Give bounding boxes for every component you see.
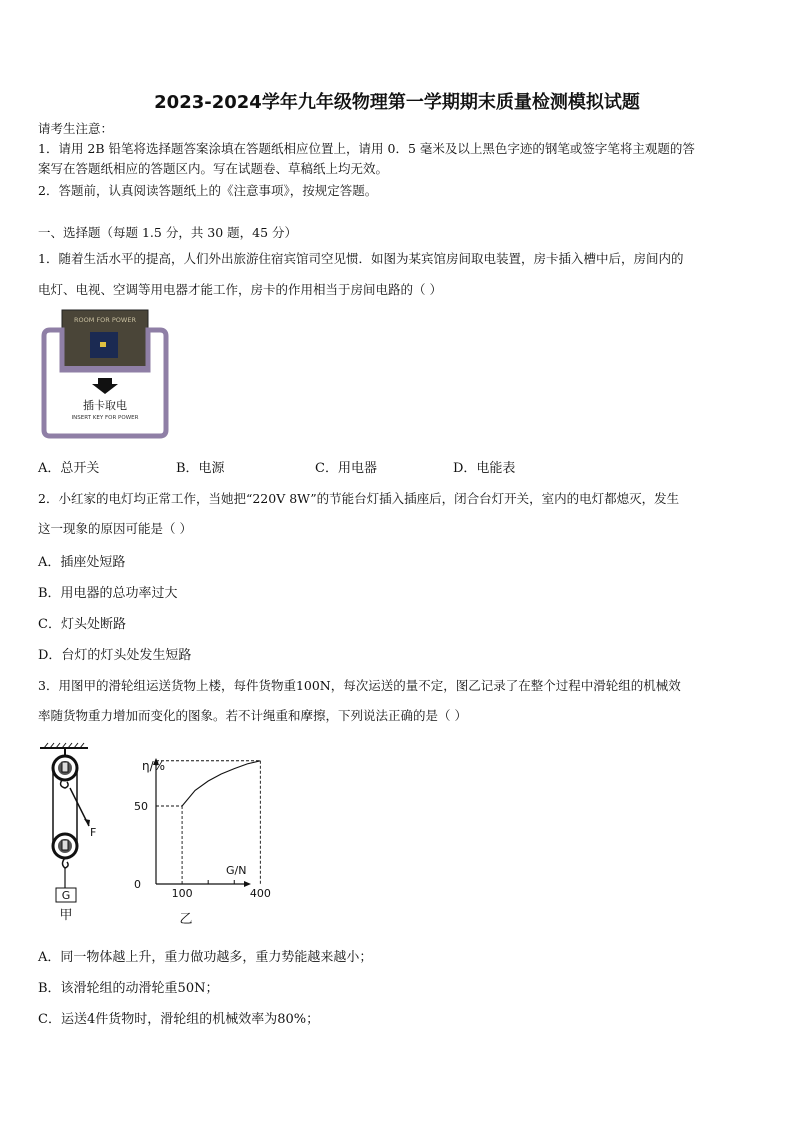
notice-item-2: 2．答题前，认真阅读答题纸上的《注意事项》，按规定答题。 xyxy=(38,183,378,198)
insert-card-label-en: INSERT KEY FOR POWER xyxy=(71,415,139,421)
card-text: ROOM FOR POWER xyxy=(74,316,136,324)
q1-option-d: D．电能表 xyxy=(453,461,516,476)
q2-line-1: 2．小红家的电灯均正常工作，当她把“220V 8W”的节能台灯插入插座后，闭合台灯开关，室内的电灯都熄灭，发生 xyxy=(38,491,680,506)
q3-line-1: 3．用图甲的滑轮组运送货物上楼，每件货物重100N，每次运送的量不定，图乙记录了在整个过程中滑轮组的机械效 xyxy=(38,678,681,693)
q1-line-2: 电灯、电视、空调等用电器才能工作，房卡的作用相当于房间电路的（ ） xyxy=(38,282,442,297)
q1-option-a: A．总开关 xyxy=(38,461,100,476)
q3-line-2: 率随货物重力增加而变化的图象。若不计绳重和摩擦，下列说法正确的是（ ） xyxy=(38,708,467,723)
q2-option-d: D．台灯的灯头处发生短路 xyxy=(38,648,192,663)
q2-line-2: 这一现象的原因可能是（ ） xyxy=(38,521,192,536)
room-card-power-device-figure xyxy=(38,308,172,440)
q2-option-c: C．灯头处断路 xyxy=(38,617,126,632)
figure-a-caption: 甲 xyxy=(59,908,73,923)
x-tick-label-100: 100 xyxy=(171,887,193,900)
pulley-system-figure xyxy=(36,742,116,928)
notice-item-1b: 案写在答题纸相应的答题区内。写在试题卷、草稿纸上均无效。 xyxy=(38,161,389,176)
force-label: F xyxy=(90,826,97,839)
q2-option-b: B．用电器的总功率过大 xyxy=(38,586,178,601)
x-axis-label: G/N xyxy=(226,864,247,877)
insert-card-label: 插卡取电 xyxy=(83,399,127,412)
efficiency-curve xyxy=(182,761,260,806)
weight-label: G xyxy=(61,889,71,902)
x-tick-label-400: 400 xyxy=(249,887,271,900)
q1-line-1: 1．随着生活水平的提高，人们外出旅游住宿宾馆司空见惯．如图为某宾馆房间取电装置，房卡插入槽中后，房间内的 xyxy=(38,251,684,266)
q3-option-b: B．该滑轮组的动滑轮重50N； xyxy=(38,981,219,996)
q2-option-a: A．插座处短路 xyxy=(38,555,126,570)
y-axis-label: η/% xyxy=(142,759,166,773)
efficiency-chart xyxy=(112,752,271,928)
q3-option-c: C．运送4件货物时，滑轮组的机械效率为80%； xyxy=(38,1012,320,1027)
y-tick-label-0: 0 xyxy=(134,878,141,891)
notice-item-1a: 1．请用 2B 铅笔将选择题答案涂填在答题纸相应位置上，请用 0．5 毫米及以上黑色字迹的钢笔或签字笔将主观题的答 xyxy=(38,141,695,156)
q1-option-c: C．用电器 xyxy=(315,461,377,476)
notice-heading: 请考生注意： xyxy=(38,121,114,136)
chart-caption: 乙 xyxy=(179,912,193,927)
section-heading: 一、选择题（每题 1.5 分，共 30 题，45 分） xyxy=(38,225,298,240)
y-tick-label-50: 50 xyxy=(134,800,148,813)
page-title: 2023-2024学年九年级物理第一学期期末质量检测模拟试题 xyxy=(154,92,640,113)
q1-option-b: B．电源 xyxy=(176,461,225,476)
q3-option-a: A．同一物体越上升，重力做功越多，重力势能越来越小； xyxy=(38,950,373,965)
